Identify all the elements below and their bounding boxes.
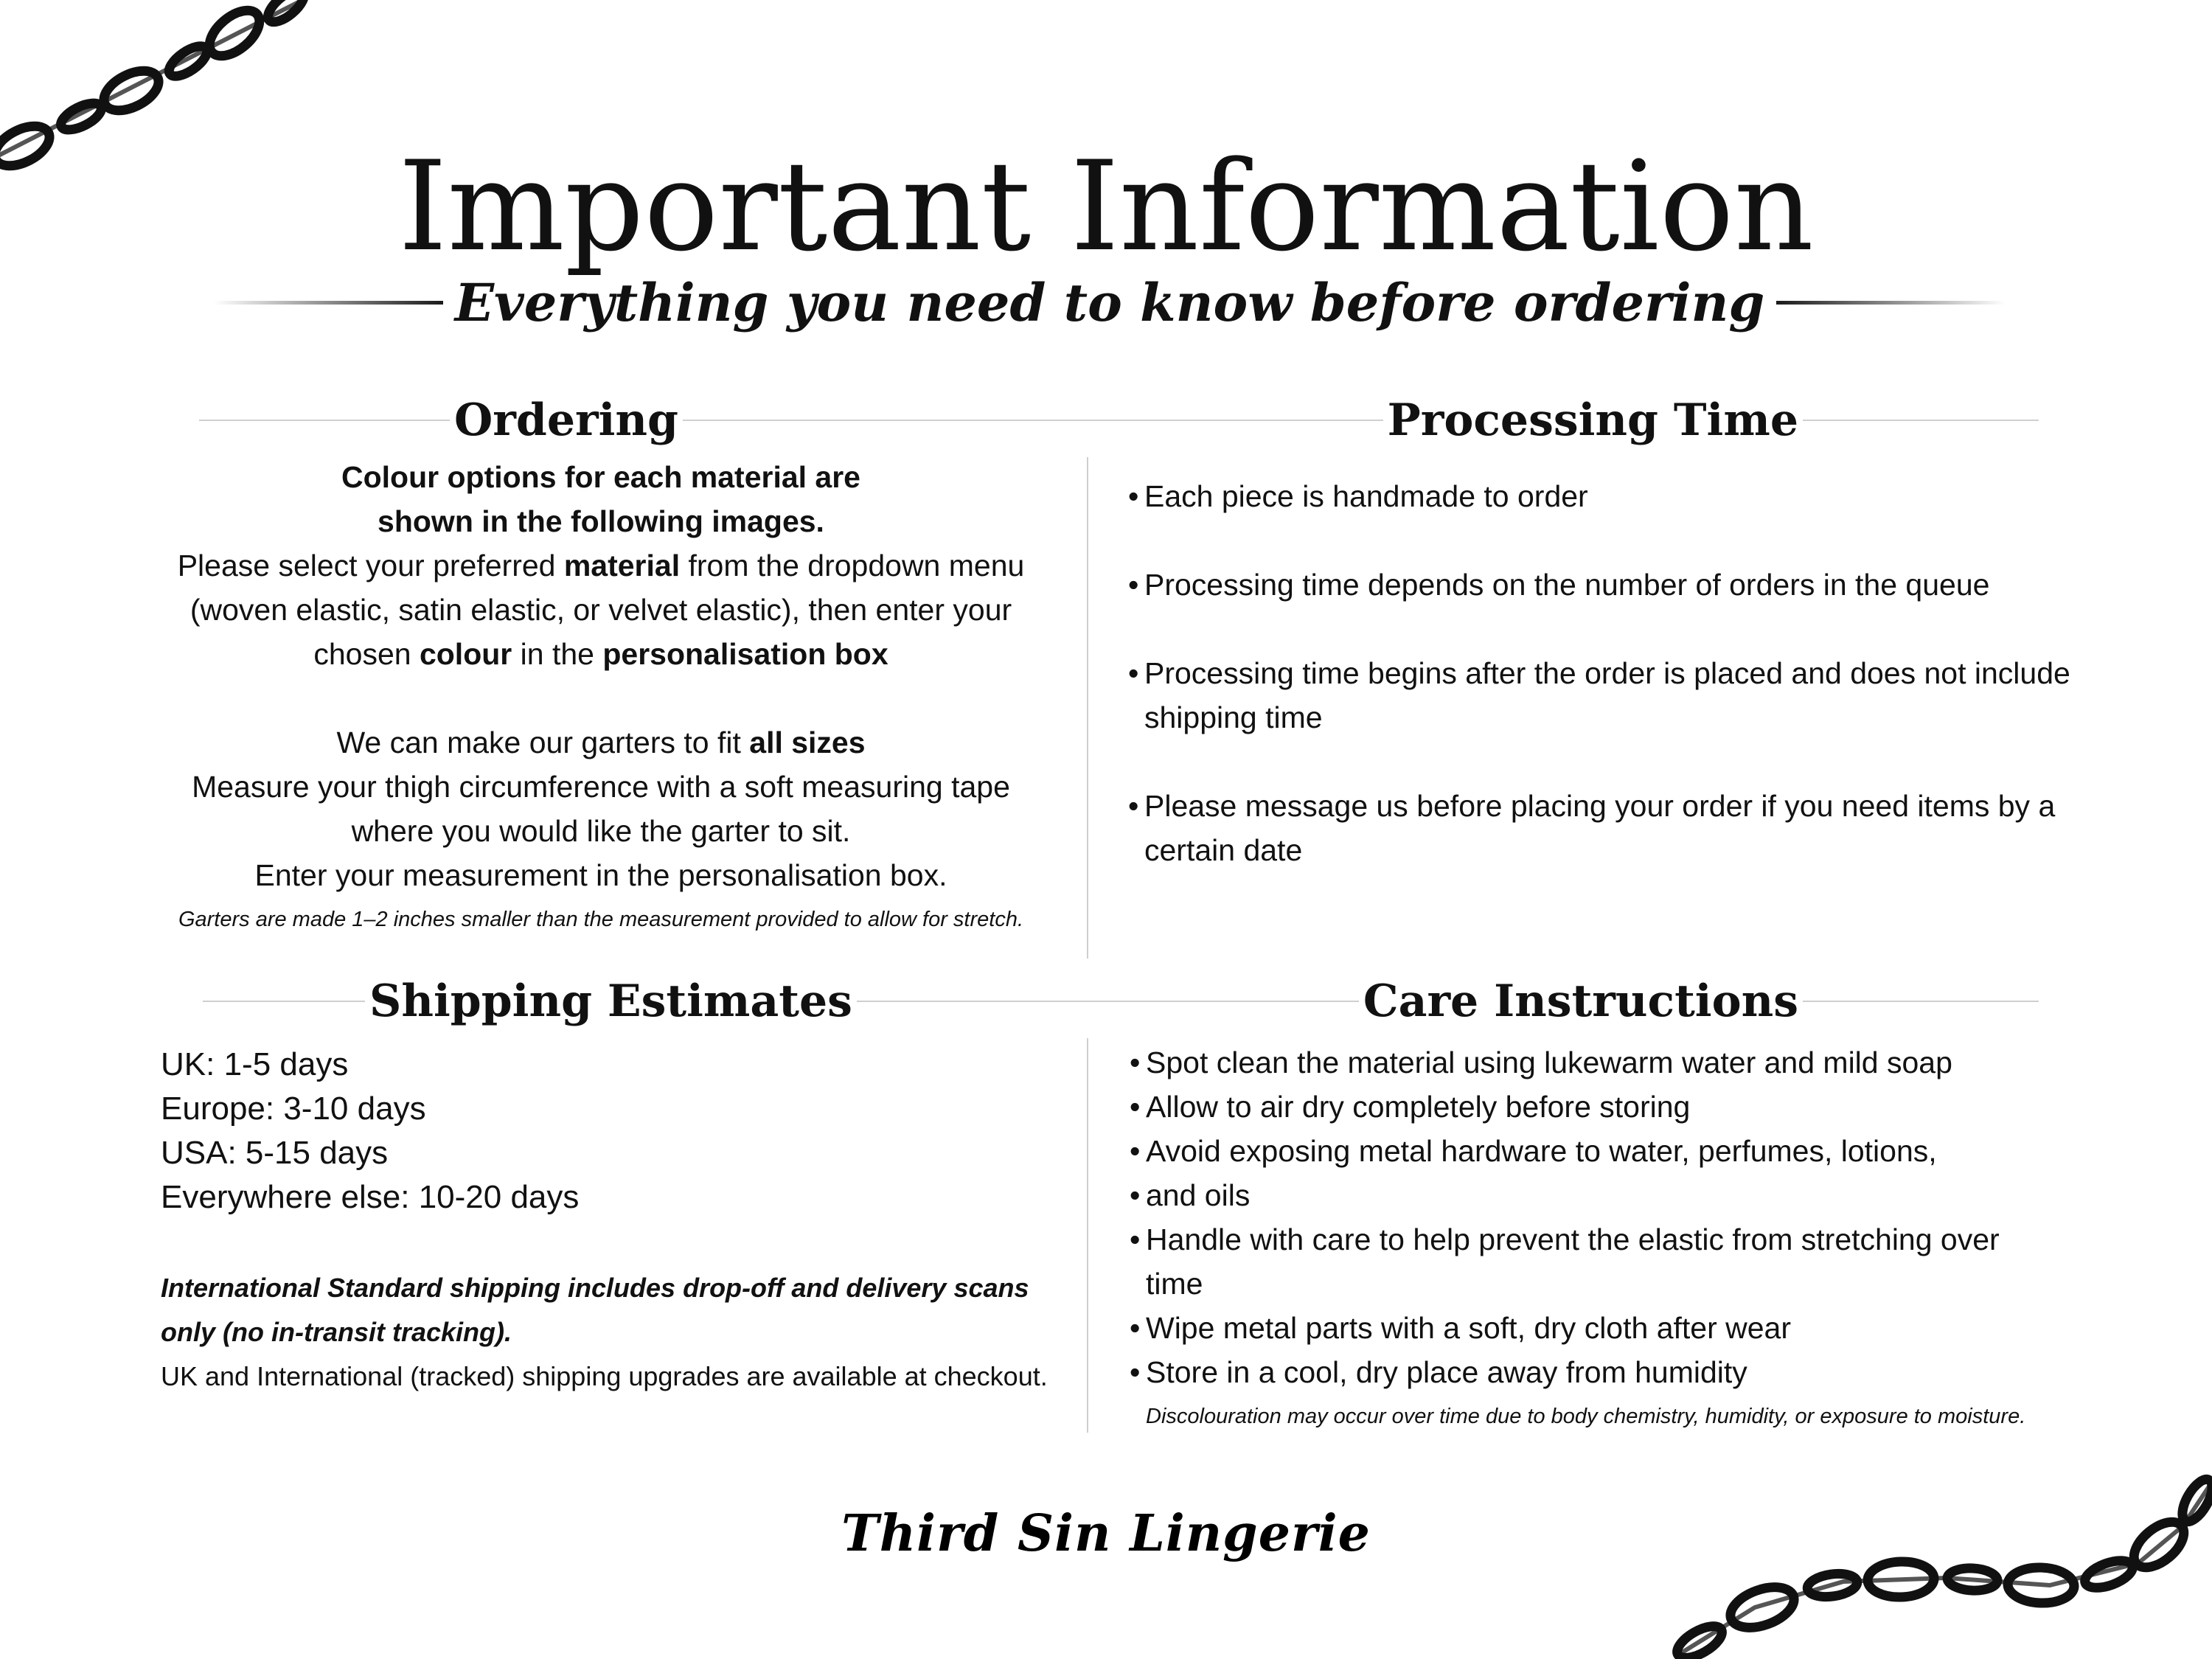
spacer bbox=[1128, 740, 2109, 784]
bullet-icon: • bbox=[1130, 1178, 1141, 1212]
emphasis: colour bbox=[419, 637, 512, 671]
page-subtitle: Everything you need to know before ordering bbox=[454, 271, 1765, 333]
text: in the bbox=[512, 637, 603, 671]
care-list bbox=[1130, 1040, 2081, 1439]
divider bbox=[1102, 1001, 1359, 1002]
shipping-row: UK: 1-5 days bbox=[161, 1046, 349, 1082]
list-item bbox=[1130, 1173, 2081, 1217]
list-item-text: Avoid exposing metal hardware to water, perfumes, lotions, bbox=[1146, 1134, 1937, 1168]
divider bbox=[1099, 420, 1383, 421]
emphasis: material bbox=[563, 549, 681, 582]
subtitle-divider-right bbox=[1776, 301, 2006, 305]
subtitle-row bbox=[214, 269, 2006, 335]
divider bbox=[199, 420, 450, 421]
list-item bbox=[1128, 563, 2109, 607]
bullet-icon: • bbox=[1130, 1222, 1141, 1256]
list-item bbox=[1128, 474, 2109, 518]
ordering-line-enter: Enter your measurement in the personalisation box. bbox=[254, 858, 947, 892]
shipping-note-italic: International Standard shipping includes drop-off and delivery scans only (no in-transit tracking). bbox=[161, 1273, 1029, 1347]
ordering-heading: Ordering bbox=[454, 394, 678, 446]
ordering-note: Garters are made 1–2 inches smaller than the measurement provided to allow for stretch. bbox=[178, 908, 1024, 931]
text: We can make our garters to fit bbox=[336, 726, 750, 759]
list-item bbox=[1130, 1085, 2081, 1129]
divider bbox=[1803, 420, 2039, 421]
bullet-icon: • bbox=[1130, 1355, 1141, 1389]
emphasis: personalisation box bbox=[602, 637, 888, 671]
list-item-text: Processing time begins after the order is placed and does not include shipping time bbox=[1144, 656, 2070, 734]
list-item-text: Each piece is handmade to order bbox=[1144, 479, 1588, 513]
processing-heading-row bbox=[1099, 391, 2039, 450]
spacer bbox=[1128, 607, 2109, 651]
ordering-line-sit: where you would like the garter to sit. bbox=[351, 814, 851, 848]
page-title: Important Information bbox=[398, 134, 1814, 279]
text: Please select your preferred bbox=[177, 549, 564, 582]
spacer bbox=[103, 676, 1099, 720]
ordering-heading-row bbox=[199, 391, 1099, 450]
bullet-icon: • bbox=[1128, 656, 1139, 690]
list-item-text: Please message us before placing your order if you need items by a certain date bbox=[1144, 789, 2056, 867]
care-note: Discolouration may occur over time due to body chemistry, humidity, or exposure to moisture. bbox=[1146, 1405, 2026, 1428]
text: from the dropdown menu bbox=[680, 549, 1025, 582]
text: chosen bbox=[313, 637, 420, 671]
shipping-notes bbox=[161, 1266, 1082, 1399]
ordering-line-material bbox=[103, 543, 1099, 588]
bullet-icon: • bbox=[1130, 1046, 1141, 1079]
bullet-icon: • bbox=[1128, 568, 1139, 602]
ordering-lead-line-1: Colour options for each material are bbox=[341, 460, 860, 494]
list-item bbox=[1130, 1129, 2081, 1173]
shipping-heading-row bbox=[203, 972, 1102, 1031]
list-item-text: Allow to air dry completely before storing bbox=[1146, 1090, 1691, 1124]
shipping-row: USA: 5-15 days bbox=[161, 1135, 389, 1171]
ordering-line-colour bbox=[103, 632, 1099, 676]
chain-bottom-right-icon bbox=[1666, 1467, 2212, 1659]
emphasis: all sizes bbox=[749, 726, 866, 759]
list-item-text: Processing time depends on the number of orders in the queue bbox=[1144, 568, 1990, 602]
ordering-line-options: (woven elastic, satin elastic, or velvet elastic), then enter your bbox=[189, 593, 1012, 627]
processing-heading: Processing Time bbox=[1387, 394, 1798, 446]
list-item bbox=[1128, 651, 2109, 740]
list-item-text: Handle with care to help prevent the elastic from stretching over time bbox=[1146, 1222, 2000, 1301]
bullet-icon: • bbox=[1128, 789, 1139, 823]
list-item-text: and oils bbox=[1146, 1178, 1251, 1212]
bullet-icon: • bbox=[1130, 1134, 1141, 1168]
list-item bbox=[1128, 784, 2109, 872]
bullet-icon: • bbox=[1130, 1311, 1141, 1345]
list-item-text: Spot clean the material using lukewarm water and mild soap bbox=[1146, 1046, 1952, 1079]
list-item bbox=[1130, 1306, 2081, 1350]
subtitle-divider-left bbox=[214, 301, 443, 305]
list-item bbox=[1130, 1350, 2081, 1394]
care-heading: Care Instructions bbox=[1363, 975, 1798, 1027]
divider bbox=[203, 1001, 365, 1002]
shipping-heading: Shipping Estimates bbox=[369, 975, 852, 1027]
bullet-icon: • bbox=[1128, 479, 1139, 513]
list-item bbox=[1130, 1217, 2081, 1306]
divider bbox=[683, 420, 1099, 421]
ordering-lead-line-2: shown in the following images. bbox=[378, 504, 824, 538]
shipping-row: Everywhere else: 10-20 days bbox=[161, 1179, 580, 1215]
list-item-text: Wipe metal parts with a soft, dry cloth after wear bbox=[1146, 1311, 1791, 1345]
divider bbox=[1803, 1001, 2039, 1002]
brand-logo: Third Sin Lingerie bbox=[841, 1504, 1371, 1563]
ordering-body bbox=[103, 455, 1099, 936]
ordering-line-measure: Measure your thigh circumference with a soft measuring tape bbox=[192, 770, 1010, 804]
shipping-list bbox=[161, 1043, 1082, 1220]
list-item-text: Store in a cool, dry place away from humidity bbox=[1146, 1355, 1747, 1389]
divider bbox=[857, 1001, 1102, 1002]
shipping-row: Europe: 3-10 days bbox=[161, 1091, 426, 1127]
spacer bbox=[1128, 518, 2109, 563]
list-item bbox=[1130, 1040, 2081, 1085]
column-divider-bottom bbox=[1087, 1038, 1088, 1433]
bullet-icon: • bbox=[1130, 1090, 1141, 1124]
ordering-line-sizes bbox=[103, 720, 1099, 765]
shipping-note: UK and International (tracked) shipping upgrades are available at checkout. bbox=[161, 1361, 1048, 1391]
processing-list bbox=[1128, 474, 2109, 872]
care-heading-row bbox=[1102, 972, 2039, 1031]
